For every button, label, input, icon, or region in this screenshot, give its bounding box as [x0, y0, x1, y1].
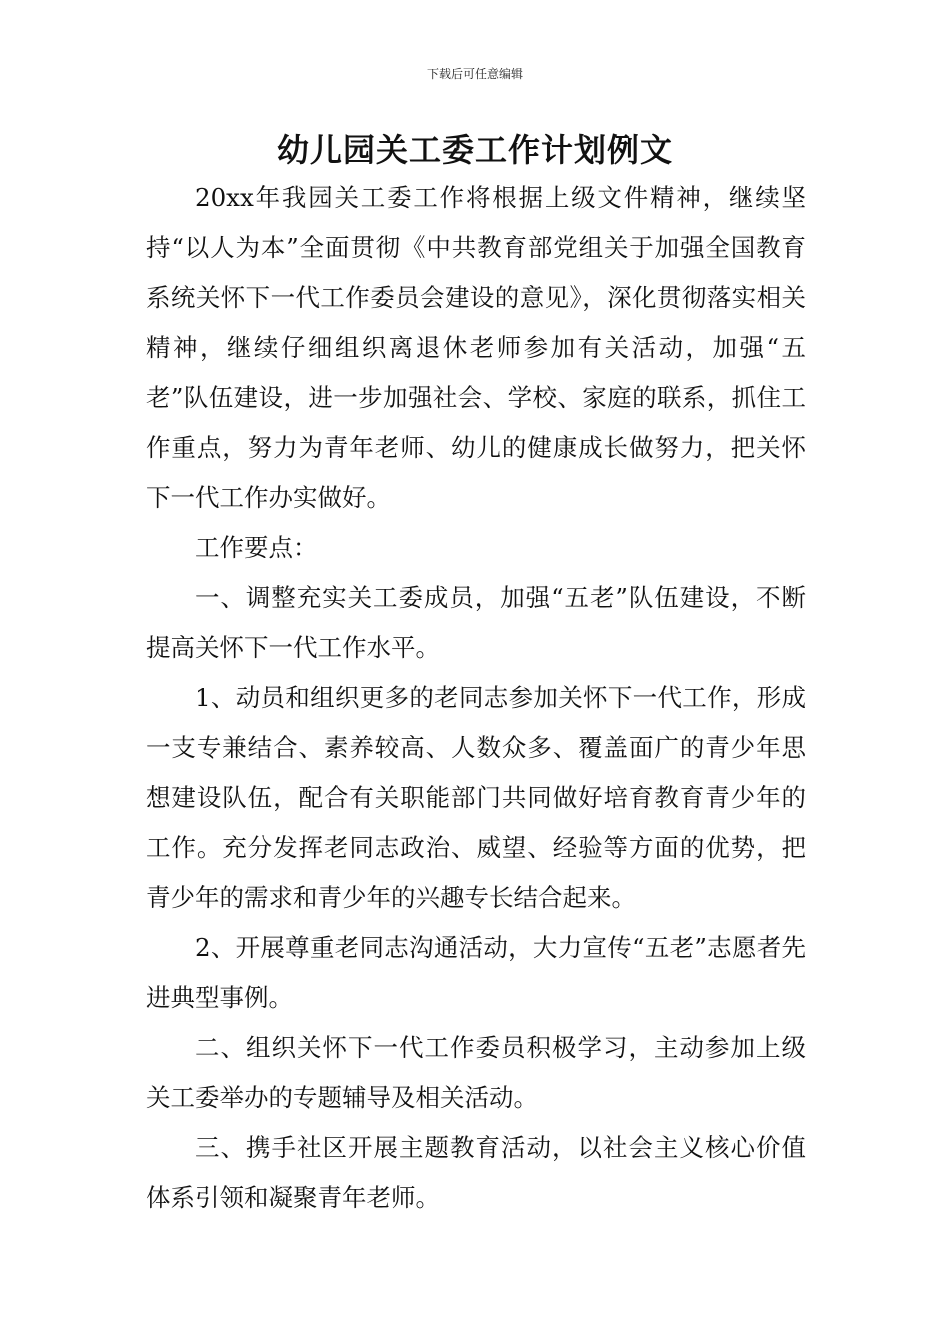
document-body	[146, 173, 806, 1223]
paragraph-section-one: 一、调整充实关工委成员，加强“五老”队伍建设，不断提高关怀下一代工作水平。	[146, 583, 806, 662]
header-note: 下载后可任意编辑	[426, 67, 523, 81]
paragraph-section-three: 三、携手社区开展主题教育活动，以社会主义核心价值体系引领和凝聚青年老师。	[146, 1133, 806, 1212]
paragraph-item-1: 1、动员和组织更多的老同志参加关怀下一代工作，形成一支专兼结合、素养较高、人数众多、覆盖面广的青少年思想建设队伍，配合有关职能部门共同做好培育教育青少年的工作。充分发挥老同志政治、威望、经验等方面的优势，把青少年的需求和青少年的兴趣专长结合起来。	[146, 683, 806, 912]
paragraph-item-2: 2、开展尊重老同志沟通活动，大力宣传“五老”志愿者先进典型事例。	[146, 933, 806, 1012]
document-title: 幼儿园关工委工作计划例文	[276, 131, 673, 169]
paragraph-section-two: 二、组织关怀下一代工作委员积极学习，主动参加上级关工委举办的专题辅导及相关活动。	[146, 1033, 806, 1112]
paragraph-intro: 20xx年我园关工委工作将根据上级文件精神，继续坚持“以人为本”全面贯彻《中共教育部党组关于加强全国教育系统关怀下一代工作委员会建设的意见》，深化贯彻落实相关精神，继续仔细组织离退休老师参加有关活动，加强“五老”队伍建设，进一步加强社会、学校、家庭的联系，抓住工作重点，努力为青年老师、幼儿的健康成长做努力，把关怀下一代工作办实做好。	[146, 183, 806, 512]
paragraph-work-points: 工作要点：	[195, 533, 318, 562]
